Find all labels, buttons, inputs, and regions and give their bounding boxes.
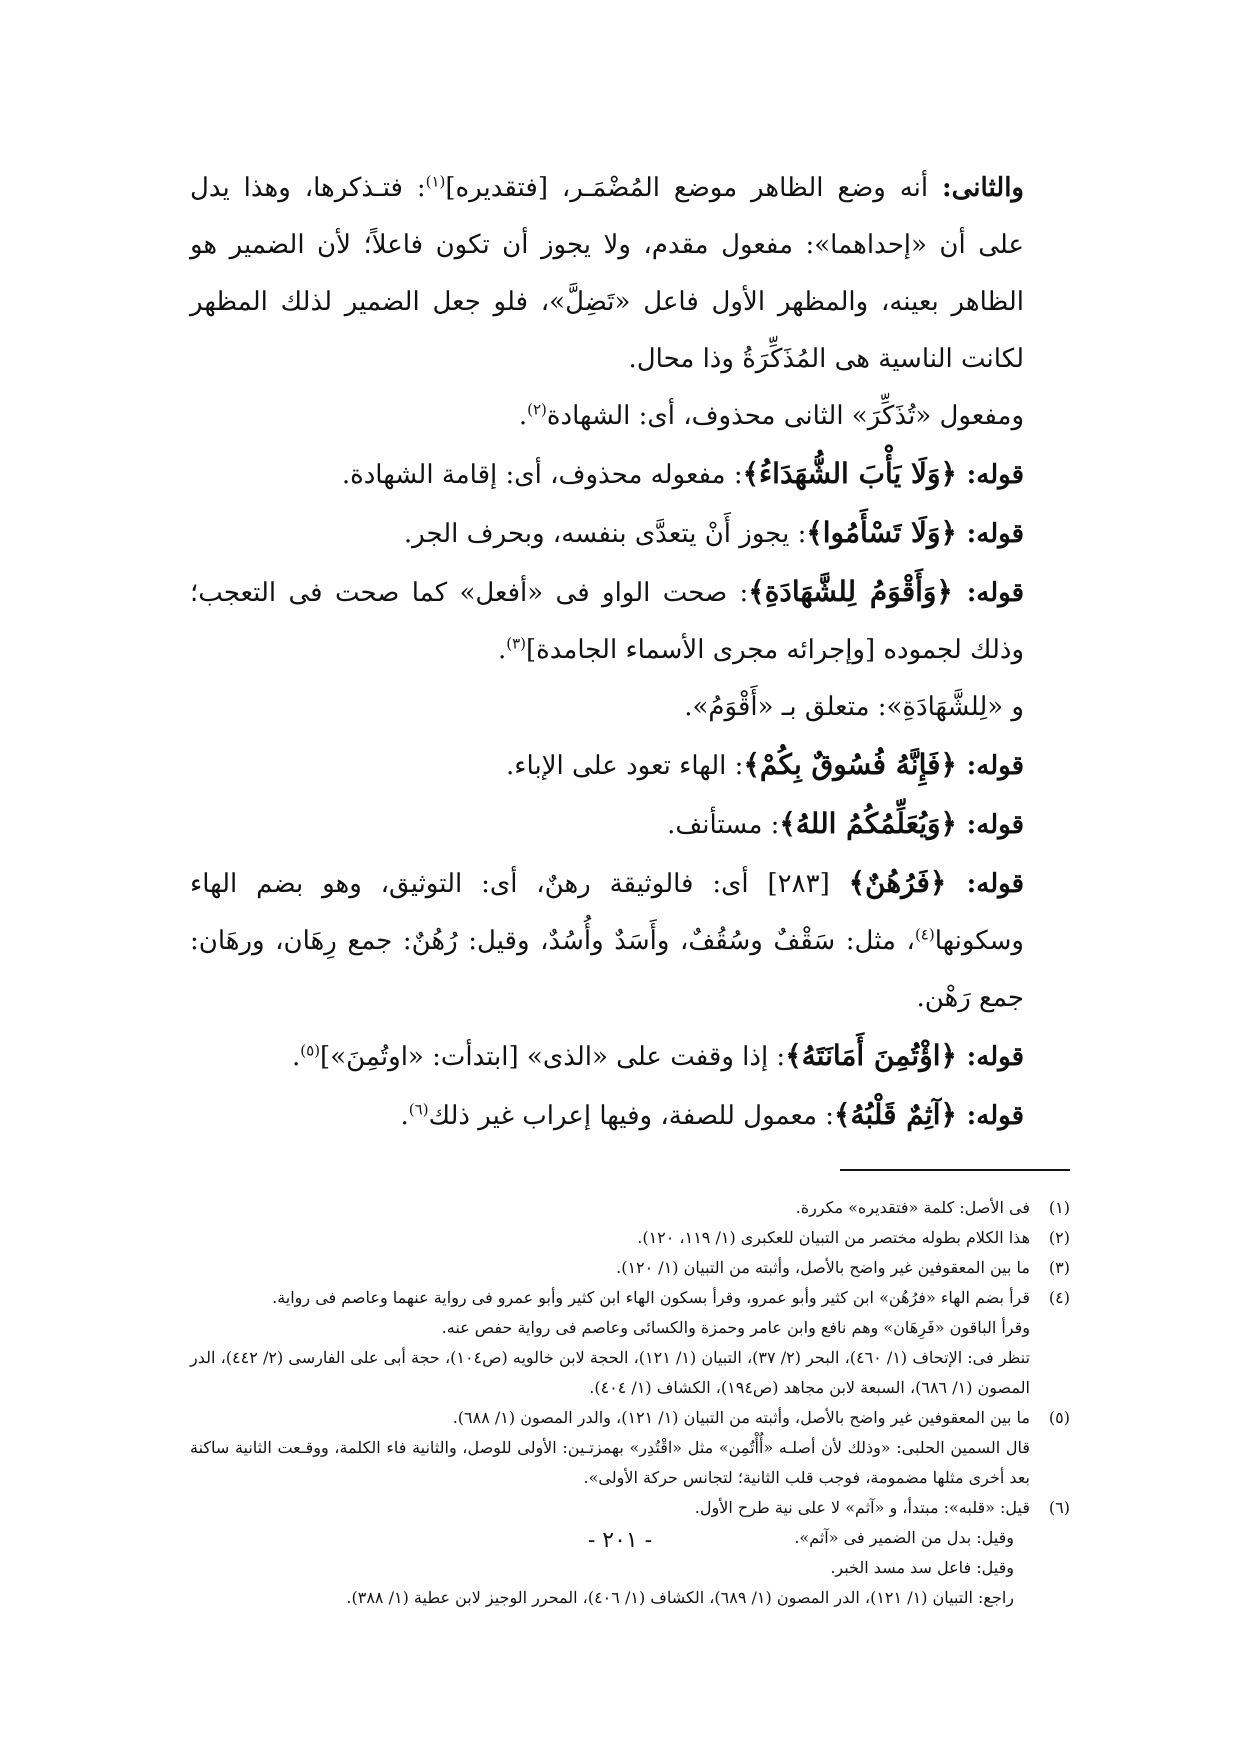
footnote-line: ما بين المعقوفين غير واضح بالأصل، وأثبته من التبيان (١/ ١٢٠). xyxy=(616,1258,1030,1277)
footnote-separator xyxy=(840,1169,1070,1171)
paragraph-text: . xyxy=(497,635,507,665)
footnote xyxy=(190,1283,1070,1403)
paragraph-text: : الهاء تعود على الإباء. xyxy=(506,751,744,781)
paragraph-text: و «لِلشَّهَادَةِ»: متعلق بـ «أَقْوَمُ». xyxy=(684,692,1024,722)
footnote xyxy=(190,1493,1070,1613)
footnote-line: قيل: «قلبه»: مبتدأ، و «آثم» لا على نية طرح الأول. xyxy=(694,1498,1030,1517)
footnote-number: (٥) xyxy=(1048,1408,1070,1427)
page-body xyxy=(190,160,1070,1613)
quran-quote: ﴿فَإِنَّهُ فُسُوقٌ بِكُمْ﴾ xyxy=(743,748,967,781)
footnote-number: (٦) xyxy=(1048,1498,1070,1517)
quran-quote: ﴿وَيُعَلِّمُكُمُ اللهُ﴾ xyxy=(779,807,967,840)
footnote xyxy=(190,1223,1070,1253)
footnote-ref: (٤) xyxy=(914,925,935,944)
paragraph-text: . xyxy=(400,1101,409,1131)
paragraph-9 xyxy=(190,854,1070,1027)
keyword: قوله: xyxy=(966,1042,1024,1072)
footnote xyxy=(190,1193,1070,1223)
quran-quote: ﴿وَلَا تَسْأَمُوا﴾ xyxy=(806,516,967,549)
footnote-body xyxy=(190,1493,1030,1613)
keyword: قوله: xyxy=(966,1101,1024,1131)
paragraph-text: ومفعول «تُذَكِّرَ» الثانى محذوف، أى: الشهادة xyxy=(546,401,1024,431)
paragraph-text: [٢٨٣] أى: فالوثيقة رهنٌ، أى: التوثيق، وهو بضم الهاء وسكونها xyxy=(190,869,1024,956)
keyword: قوله: xyxy=(966,810,1024,840)
paragraph-text: : صحت الواو فى «أفعل» كما صحت فى التعجب؛ وذلك لجموده [وإجرائه مجرى الأسماء الجامدة] xyxy=(190,578,1024,665)
quran-quote: ﴿اؤْتُمِنَ أَمَانَتَهُ﴾ xyxy=(785,1039,967,1072)
footnote-line: وقيل: فاعل سد مسد الخبر. xyxy=(830,1558,1014,1577)
footnote-body xyxy=(190,1193,1030,1223)
paragraph-4 xyxy=(190,504,1070,563)
footnote-body xyxy=(190,1223,1030,1253)
paragraph-text: : مفعوله محذوف، أى: إقامة الشهادة. xyxy=(341,460,743,490)
quran-quote: ﴿فَرُهُنٌ﴾ xyxy=(848,866,967,899)
footnote-line: ما بين المعقوفين غير واضح بالأصل، وأثبته من التبيان (١/ ١٢١)، والدر المصون (١/ ٦٨٨). xyxy=(452,1408,1030,1427)
quran-quote: ﴿آثِمٌ قَلْبُهُ﴾ xyxy=(834,1098,967,1131)
footnote-line: تنظر فى: الإتحاف (١/ ٤٦٠)، البحر (٢/ ٣٧)، التبيان (١/ ١٢١)، الحجة لابن خالويه (ص١٠٤)، حجة أبى على الفارسى (٢/ ٤٤٢)، الدر المصون (١/ ٦٨٦)، السبعة لابن مجاهد (ص١٩٤)، الكشاف (١/ ٤٠٤). xyxy=(190,1348,1031,1397)
page-number: - ٢٠١ - xyxy=(587,1528,653,1553)
keyword: قوله: xyxy=(966,578,1025,608)
footnote-ref: (١) xyxy=(425,172,446,191)
keyword: قوله: xyxy=(966,460,1024,490)
main-text xyxy=(190,160,1070,1145)
quran-quote: ﴿وَأَقْوَمُ لِلشَّهَادَةِ﴾ xyxy=(748,575,967,608)
paragraph-11 xyxy=(190,1086,1070,1145)
footnote-body xyxy=(190,1283,1030,1403)
paragraph-6 xyxy=(190,679,1070,736)
footnote-ref: (٥) xyxy=(300,1041,321,1060)
footnote-line: وقرأ الباقون «فَرِهَان» وهم نافع وابن عامر وحمزة والكسائى وعاصم فى رواية حفص عنه. xyxy=(441,1318,1030,1337)
footnote-number: (١) xyxy=(1048,1198,1070,1217)
paragraph-7 xyxy=(190,736,1070,795)
footnote-body xyxy=(190,1403,1030,1493)
footnote-line: راجع: التبيان (١/ ١٢١)، الدر المصون (١/ ٦٨٩)، الكشاف (١/ ٤٠٦)، المحرر الوجيز لابن عطية (١/ ٣٨٨). xyxy=(346,1588,1014,1607)
paragraph-1 xyxy=(190,160,1070,388)
footnote xyxy=(190,1403,1070,1493)
paragraph-3 xyxy=(190,445,1070,504)
footnote-line: قرأ بضم الهاء «فرُهُن» ابن كثير وأبو عمرو، وقرأ بسكون الهاء ابن كثير وأبو عمرو فى رواية عنهما وعاصم فى رواية. xyxy=(272,1288,1030,1307)
paragraph-text: : إذا وقفت على «الذى» [ابتدأت: «اوتُمِنَ»] xyxy=(320,1042,786,1072)
footnote-line: هذا الكلام بطوله مختصر من التبيان للعكبرى (١/ ١١٩، ١٢٠). xyxy=(637,1228,1030,1247)
footnote-line: وقيل: بدل من الضمير فى «آثم». xyxy=(794,1528,1014,1547)
quran-quote: ﴿وَلَا يَأْبَ الشُّهَدَاءُ﴾ xyxy=(742,457,967,490)
footnote xyxy=(190,1253,1070,1283)
paragraph-text: ، مثل: سَقْفٌ وسُقُفٌ، وأَسَدٌ وأُسُدٌ، وقيل: رُهُنٌ: جمع رِهَان، ورهَان: جمع رَهْن. xyxy=(190,926,1024,1013)
keyword: قوله: xyxy=(966,869,1024,899)
footnote-line: قال السمين الحلبى: «وذلك لأن أصلـه «أُأْتُمِن» مثل «اقْتُدِر» بهمزتـين: الأولى للوصل، والثانية فاء الكلمة، ووقـعت الثانية ساكنة بعد أخرى مثلها مضمومة، فوجب قلب الثانية؛ لتجانس حركة الأولى». xyxy=(190,1438,1030,1487)
paragraph-text: . xyxy=(518,401,528,431)
footnote-number: (٣) xyxy=(1048,1258,1070,1277)
paragraph-8 xyxy=(190,795,1070,854)
paragraph-text: أنه وضع الظاهر موضع المُضْمَـر، [فتقديره] xyxy=(445,173,943,203)
paragraph-2 xyxy=(190,388,1070,445)
paragraph-text: : فتـذكرها، وهذا يدل على أن «إحداهما»: مفعول مقدم، ولا يجوز أن تكون فاعلاً؛ لأن الضمير هو الظاهر بعينه، والمظهر الأول فاعل «تَضِلَّ»، فلو جعل الضمير لذلك المظهر لكانت الناسية هى المُذَكِّرَةُ وذا محال. xyxy=(190,173,1024,374)
keyword: قوله: xyxy=(966,519,1024,549)
keyword: والثانى: xyxy=(942,173,1024,203)
footnote-line: فى الأصل: كلمة «فتقديره» مكررة. xyxy=(795,1198,1030,1217)
paragraph-5 xyxy=(190,563,1070,679)
footnote-number: (٢) xyxy=(1048,1228,1070,1247)
footnote-ref: (٦) xyxy=(408,1100,429,1119)
keyword: قوله: xyxy=(966,751,1024,781)
paragraph-10 xyxy=(190,1027,1070,1086)
paragraph-text: . xyxy=(292,1042,301,1072)
footnote-ref: (٣) xyxy=(506,634,526,653)
footnote-ref: (٢) xyxy=(527,400,547,419)
paragraph-text: : معمول للصفة، وفيها إعراب غير ذلك xyxy=(428,1101,835,1131)
paragraph-text: : مستأنف. xyxy=(667,810,780,840)
footnote-body xyxy=(190,1253,1030,1283)
footnote-number: (٤) xyxy=(1048,1288,1070,1307)
paragraph-text: : يجوز أَنْ يتعدَّى بنفسه، وبحرف الجر. xyxy=(403,519,807,549)
